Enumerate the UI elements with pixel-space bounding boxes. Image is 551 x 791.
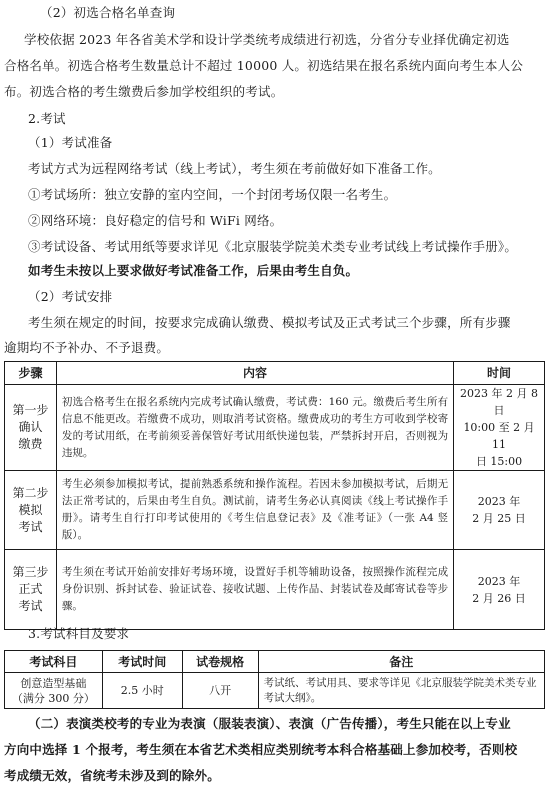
column-header: 试卷规格 <box>182 651 258 673</box>
column-header: 考试时间 <box>102 651 182 673</box>
step-cell <box>5 385 57 471</box>
time-line: 日 15:00 <box>475 455 523 468</box>
preparation-item: ②网络环境：良好稳定的信号和 WiFi 网络。 <box>28 213 283 228</box>
performance-paragraph-line: 方向中选择 1 个报考，考生须在本省艺术类相应类别统考本科合格基础上参加校考，否则校 <box>4 742 518 757</box>
column-header: 时间 <box>454 362 545 385</box>
paragraph-line: 布。初选合格的考生缴费后参加学校组织的考试。 <box>4 84 284 99</box>
step-label: 正式 <box>18 582 43 596</box>
paper-size-cell: 八开 <box>182 673 258 709</box>
performance-paragraph-line: （二）表演类校考的专业为表演（服装表演）、表演（广告传播），考生只能在以上专业 <box>28 716 511 731</box>
heading-exam-preparation: （1）考试准备 <box>28 135 113 150</box>
heading-exam: 2.考试 <box>28 111 66 126</box>
duration-cell: 2.5 小时 <box>102 673 182 709</box>
preparation-item: ①考试场所：独立安静的室内空间，一个封闭考场仅限一名考生。 <box>28 187 397 202</box>
step-cell <box>5 471 57 550</box>
step-label: 第二步 <box>12 485 49 500</box>
table-header-row <box>5 362 545 385</box>
column-header: 步骤 <box>5 362 57 385</box>
paragraph-line: 合格名单。初选合格考生数量总计不超过 10000 人。初选结果在报名系统内面向考生本人公 <box>4 58 524 73</box>
column-header: 考试科目 <box>5 651 103 673</box>
schedule-intro-line: 考生须在规定的时间，按要求完成确认缴费、模拟考试及正式考试三个步骤，所有步骤 <box>28 315 511 330</box>
exam-steps-table <box>4 361 545 630</box>
time-line: 2 月 25 日 <box>472 512 526 525</box>
subject-cell <box>5 673 103 709</box>
table-row <box>5 471 545 550</box>
step-content: 初选合格考生在报名系统内完成考试确认缴费，考试费：160 元。缴费后考生所有信息不能更改。若缴费不成功，则取消考试资格。缴费成功的考生方可收到学校寄发的考试用纸，在考前须妥善保管好考试用纸快递包装，严禁拆封开启，否则视为违规。 <box>56 385 453 471</box>
subject-name: 创意造型基础 <box>20 676 87 690</box>
step-label: 第一步 <box>12 403 49 417</box>
time-line: 10:00 至 2 月 11 <box>463 421 535 451</box>
table-row <box>5 550 545 630</box>
step-label: 确认 <box>18 420 43 434</box>
column-header: 备注 <box>258 651 544 673</box>
note-cell: 考试纸、考试用具、要求等详见《北京服装学院美术类专业考试大纲》。 <box>258 673 544 709</box>
heading-subjects: 3.考试科目及要求 <box>28 626 130 641</box>
time-line: 2023 年 <box>477 574 521 588</box>
subject-score: （满分 300 分） <box>11 691 95 705</box>
step-label: 缴费 <box>18 437 43 451</box>
table-row <box>5 385 545 471</box>
time-line: 2023 年 <box>477 495 521 508</box>
exam-subjects-table <box>4 650 545 709</box>
preparation-intro: 考试方式为远程网络考试（线上考试），考生须在考前做好如下准备工作。 <box>28 161 441 176</box>
step-label: 第三步 <box>12 565 49 579</box>
preparation-item: ③考试设备、考试用纸等要求详见《北京服装学院美术类专业考试线上考试操作手册》。 <box>28 239 518 254</box>
heading-exam-schedule: （2）考试安排 <box>28 289 113 304</box>
table-row <box>5 673 545 709</box>
paragraph-line: 学校依据 2023 年各省美术学和设计学类统考成绩进行初选，分省分专业择优确定初选 <box>24 32 510 47</box>
preparation-warning: 如考生未按以上要求做好考试准备工作，后果由考生自负。 <box>28 263 359 278</box>
step-time <box>454 385 545 471</box>
step-time <box>454 550 545 630</box>
step-cell <box>5 550 57 630</box>
step-time <box>454 471 545 550</box>
schedule-intro-line: 逾期均不予补办、不予退费。 <box>4 340 170 355</box>
step-label: 考试 <box>18 599 43 613</box>
column-header: 内容 <box>56 362 453 385</box>
table-header-row <box>5 651 545 673</box>
time-line: 2023 年 2 月 8 日 <box>460 387 539 417</box>
step-content: 考生须在考试开始前安排好考场环境，设置好手机等辅助设备，按照操作流程完成身份识别、拆封试卷、验证试卷、接收试题、上传作品、封装试卷及邮寄试卷等步骤。 <box>56 550 453 630</box>
time-line: 2 月 26 日 <box>472 591 526 605</box>
step-content: 考生必须参加模拟考试，提前熟悉系统和操作流程。若因未参加模拟考试，后期无法正常考试的，后果由考生自负。测试前，请考生务必认真阅读《线上考试操作手册》。请考生自行打印考试使用的《考生信息登记表》及《准考证》（一张 A4 竖版）。 <box>56 471 453 550</box>
section-heading-qualified-list: （2）初选合格名单查询 <box>40 5 176 20</box>
step-label: 考试 <box>18 519 43 534</box>
performance-paragraph-line: 考成绩无效，省统考未涉及到的除外。 <box>4 768 220 783</box>
step-label: 模拟 <box>18 502 43 517</box>
